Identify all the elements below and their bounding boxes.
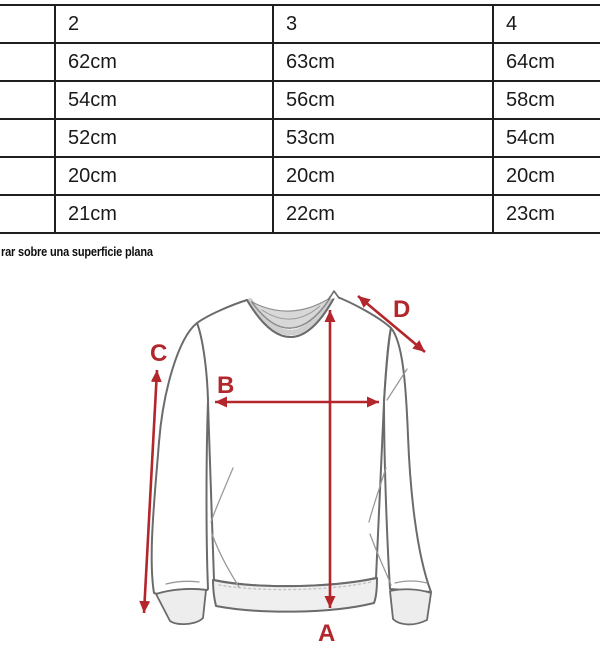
table-cell: 56cm (273, 81, 493, 119)
label-a: A (318, 620, 336, 647)
label-b: B (217, 372, 235, 399)
table-cell: 54cm (55, 81, 273, 119)
column-header: 4 (493, 5, 600, 43)
table-cell: 63cm (273, 43, 493, 81)
table-cell: 23cm (493, 195, 600, 233)
left-cuff (156, 589, 206, 624)
measuring-note: rar sobre una superficie plana (1, 245, 153, 259)
collar-right-peak (329, 291, 339, 299)
label-d: D (393, 296, 411, 323)
sweater-body (197, 296, 391, 586)
label-c: C (150, 340, 168, 367)
right-sleeve (384, 328, 431, 592)
table-cell: 54cm (493, 119, 600, 157)
table-cell: 20cm (273, 157, 493, 195)
table-cell: 62cm (55, 43, 273, 81)
right-cuff (390, 589, 431, 624)
table-cell: 64cm (493, 43, 600, 81)
table-cell: 21cm (55, 195, 273, 233)
table-cell: 58cm (493, 81, 600, 119)
sweatshirt-drawing (152, 291, 431, 624)
column-header: 3 (273, 5, 493, 43)
column-header: 2 (55, 5, 273, 43)
table-cell: 53cm (273, 119, 493, 157)
table-cell: 22cm (273, 195, 493, 233)
table-cell: 52cm (55, 119, 273, 157)
table-cell: 20cm (55, 157, 273, 195)
table-cell: 20cm (493, 157, 600, 195)
